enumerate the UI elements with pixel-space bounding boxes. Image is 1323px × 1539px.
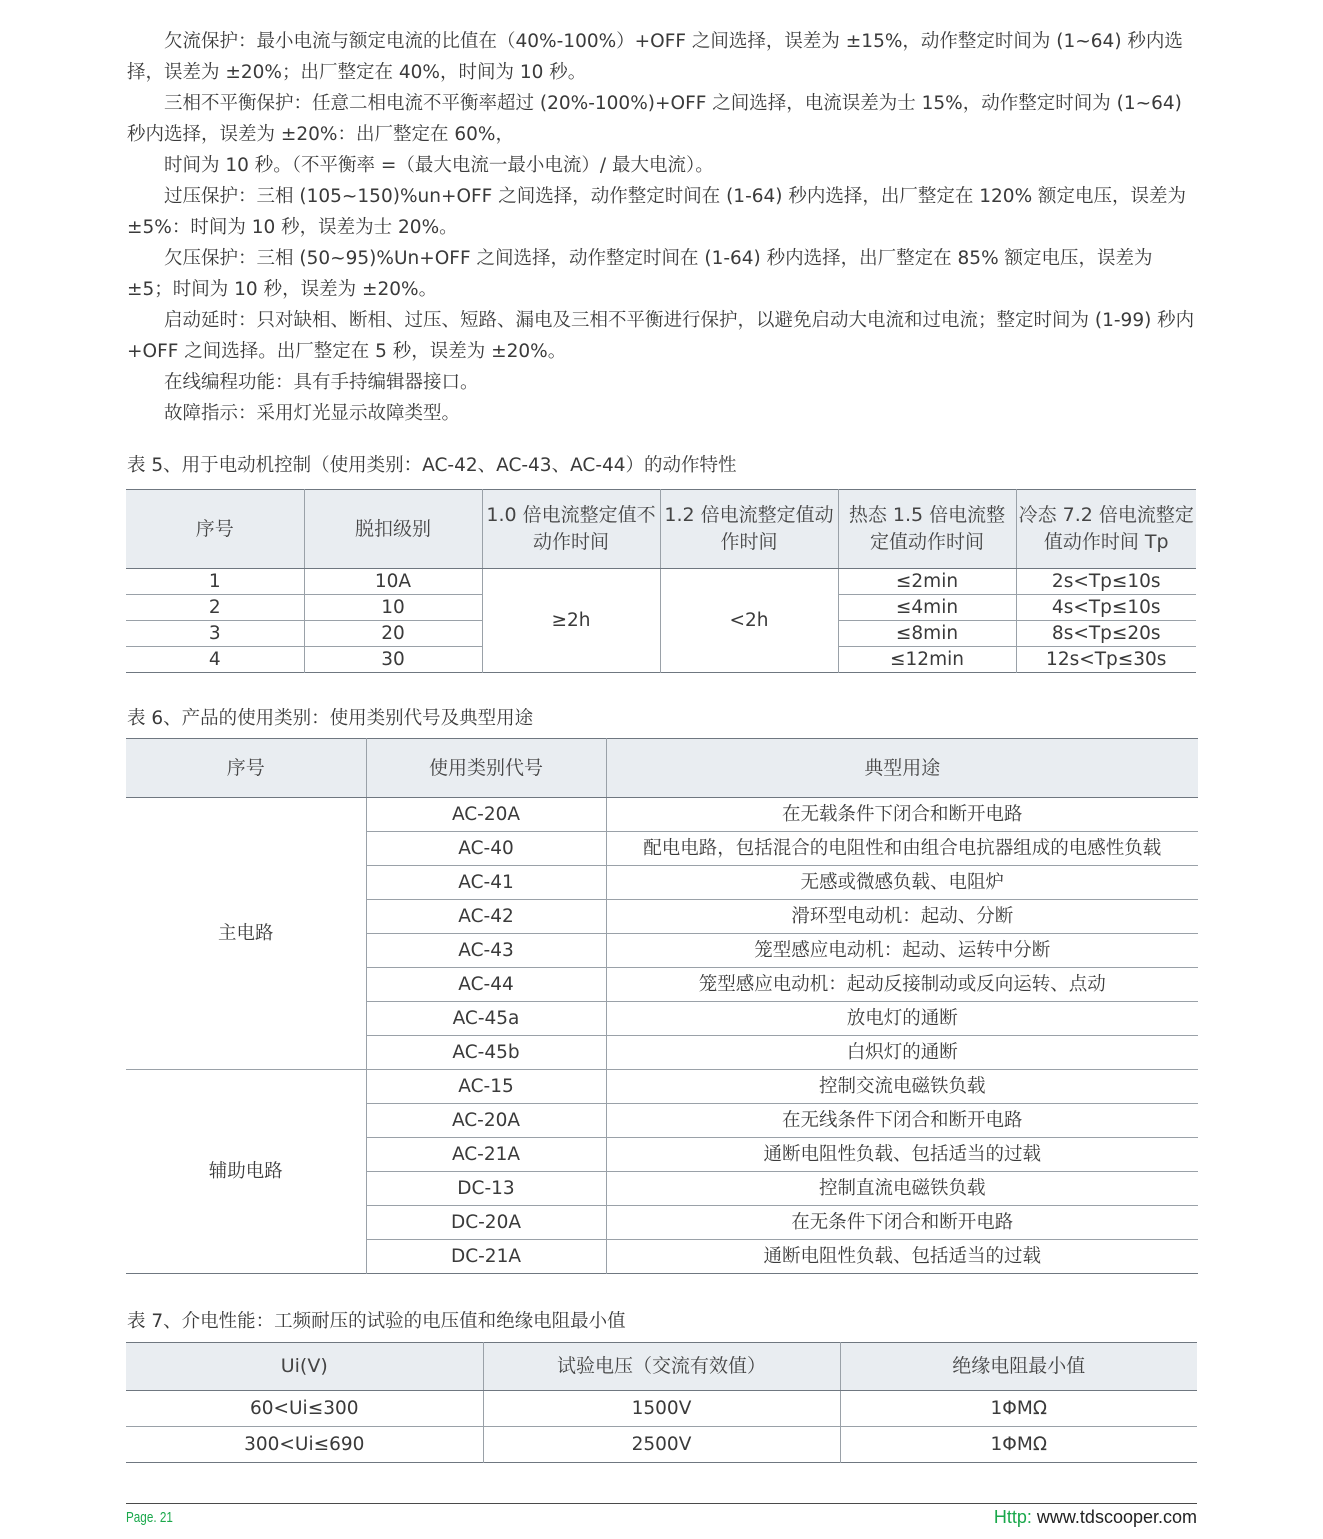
table5-cell-no: 1 xyxy=(126,569,304,595)
table7-cell-voltage: 1500V xyxy=(483,1391,840,1427)
website-link[interactable] xyxy=(994,1507,1197,1528)
table5-cell-no: 4 xyxy=(208,649,221,670)
paragraph-start-delay: 启动延时：只对缺相、断相、过压、短路、漏电及三相不平衡进行保护，以避免启动大电流和过电流；整定时间为 (1-99) 秒内 +OFF 之间选择。出厂整定在 5 秒，误差为 ±20%。 xyxy=(127,310,1195,362)
table6-header-code: 使用类别代号 xyxy=(366,739,606,798)
table6-cell-code: DC-13 xyxy=(366,1172,606,1206)
table6-cell-code: DC-20A xyxy=(366,1206,606,1240)
table7-caption: 表 7、介电性能：工频耐压的试验的电压值和绝缘电阻最小值 xyxy=(127,1311,626,1332)
page-number: Page. 21 xyxy=(126,1509,173,1526)
table6-cell-use: 在无条件下闭合和断开电路 xyxy=(606,1206,1198,1240)
body-text xyxy=(127,26,1197,429)
table5-header-no: 序号 xyxy=(126,490,304,569)
table6-group-aux-circuit: 辅助电路 xyxy=(208,1161,283,1182)
table7-cell-voltage: 2500V xyxy=(483,1427,840,1463)
table-row xyxy=(126,1391,1197,1427)
table6-cell-use: 白炽灯的通断 xyxy=(606,1036,1198,1070)
table6-cell-use: 在无载条件下闭合和断开电路 xyxy=(606,798,1198,832)
table5-cell-trip: <2h xyxy=(660,569,838,673)
paragraph-overvoltage: 过压保护：三相 (105~150)%un+OFF 之间选择，动作整定时间在 (1-64) 秒内选择，出厂整定在 120% 额定电压，误差为 ±5%：时间为 10 秒，误差为士 20%。 xyxy=(127,186,1187,238)
table6-cell-use: 滑环型电动机：起动、分断 xyxy=(606,900,1198,934)
paragraph-underflow: 欠流保护：最小电流与额定电流的比值在（40%-100%）+OFF 之间选择，误差为 ±15%，动作整定时间为 (1~64) 秒内选择，误差为 ±20%；出厂整定在 40%，时间为 10 秒。 xyxy=(127,31,1183,83)
table5-cell-hot: ≤2min xyxy=(838,569,1016,595)
table5-cell-no: 3 xyxy=(126,621,304,647)
paragraph-fault-indication: 故障指示：采用灯光显示故障类型。 xyxy=(164,403,461,424)
table6-header-use: 典型用途 xyxy=(606,739,1198,798)
table5-cell-hot: ≤4min xyxy=(838,595,1016,621)
table7-header-voltage: 试验电压（交流有效值） xyxy=(483,1343,840,1391)
footer-divider xyxy=(126,1503,1197,1504)
table5-cell-cold: 4s<Tp≤10s xyxy=(1016,595,1196,621)
table5-header-cold: 冷态 7.2 倍电流整定值动作时间 Tp xyxy=(1016,490,1196,569)
table6-cell-code: AC-42 xyxy=(366,900,606,934)
table6-cell-use: 在无线条件下闭合和断开电路 xyxy=(606,1104,1198,1138)
table7-header-ui: Ui(V) xyxy=(126,1343,483,1391)
table6-cell-use: 控制交流电磁铁负载 xyxy=(606,1070,1198,1104)
website-domain: www.tdscooper.com xyxy=(1031,1507,1197,1527)
table5-cell-hot: ≤8min xyxy=(838,621,1016,647)
table5-cell-hot: ≤12min xyxy=(838,647,1016,673)
website-protocol: Http: xyxy=(993,1507,1032,1527)
table6-cell-use: 放电灯的通断 xyxy=(606,1002,1198,1036)
table6 xyxy=(126,738,1198,1274)
table7-cell-resistance: 1ΦMΩ xyxy=(840,1427,1197,1463)
table5 xyxy=(126,489,1196,673)
table6-cell-code: AC-21A xyxy=(366,1138,606,1172)
table5-cell-level: 10A xyxy=(304,569,482,595)
table6-caption: 表 6、产品的使用类别：使用类别代号及典型用途 xyxy=(127,708,534,729)
paragraph-undervoltage: 欠压保护：三相 (50~95)%Un+OFF 之间选择，动作整定时间在 (1-64) 秒内选择，出厂整定在 85% 额定电压，误差为 ±5；时间为 10 秒，误差为 ±20%。 xyxy=(127,248,1153,300)
table5-cell-level: 20 xyxy=(304,621,482,647)
table6-cell-code: AC-20A xyxy=(366,1104,606,1138)
table6-cell-code: AC-45a xyxy=(366,1002,606,1036)
table6-cell-use: 配电电路，包括混合的电阻性和由组合电抗器组成的电感性负载 xyxy=(606,832,1198,866)
table5-header-hot: 热态 1.5 倍电流整定值动作时间 xyxy=(838,490,1016,569)
table5-cell-cold: 2s<Tp≤10s xyxy=(1016,569,1196,595)
paragraph-online-programming: 在线编程功能：具有手持编辑器接口。 xyxy=(164,372,479,393)
table5-cell-cold: 12s<Tp≤30s xyxy=(1016,647,1196,673)
table6-cell-code: AC-40 xyxy=(366,832,606,866)
table5-header-no-trip: 1.0 倍电流整定值不动作时间 xyxy=(482,490,660,569)
table6-cell-use: 通断电阻性负载、包括适当的过载 xyxy=(606,1138,1198,1172)
table6-cell-use: 笼型感应电动机：起动反接制动或反向运转、点动 xyxy=(606,968,1198,1002)
table6-cell-use: 通断电阻性负载、包括适当的过载 xyxy=(606,1240,1198,1274)
table5-cell-level: 30 xyxy=(304,647,482,673)
table5-cell-level: 10 xyxy=(304,595,482,621)
table6-cell-code: AC-41 xyxy=(366,866,606,900)
paragraph-imbalance: 三相不平衡保护：任意二相电流不平衡率超过 (20%-100%)+OFF 之间选择，电流误差为士 15%，动作整定时间为 (1~64) 秒内选择，误差为 ±20%：出厂整定在 60%， xyxy=(127,93,1182,145)
table6-header-no: 序号 xyxy=(126,739,366,798)
table5-header-trip: 1.2 倍电流整定值动作时间 xyxy=(660,490,838,569)
paragraph-imbalance-time: 时间为 10 秒。（不平衡率 =（最大电流一最小电流）/ 最大电流）。 xyxy=(164,155,714,176)
table7-cell-ui: 60<Ui≤300 xyxy=(126,1391,483,1427)
table-row xyxy=(126,569,1196,595)
table6-cell-use: 笼型感应电动机：起动、运转中分断 xyxy=(606,934,1198,968)
table6-group-main-circuit: 主电路 xyxy=(126,798,366,1070)
table5-header-level: 脱扣级别 xyxy=(304,490,482,569)
table6-cell-use: 无感或微感负载、电阻炉 xyxy=(606,866,1198,900)
table5-caption: 表 5、用于电动机控制（使用类别：AC-42、AC-43、AC-44）的动作特性 xyxy=(127,455,737,476)
table6-cell-code: AC-45b xyxy=(366,1036,606,1070)
table6-cell-code: DC-21A xyxy=(366,1240,606,1274)
table7-header-resistance: 绝缘电阻最小值 xyxy=(840,1343,1197,1391)
table6-cell-code: AC-44 xyxy=(366,968,606,1002)
table6-cell-code: AC-43 xyxy=(366,934,606,968)
table7 xyxy=(126,1342,1197,1463)
table5-cell-cold: 8s<Tp≤20s xyxy=(1016,621,1196,647)
table-row xyxy=(126,1070,1198,1104)
table5-cell-no-trip: ≥2h xyxy=(482,569,660,673)
table-row xyxy=(126,1427,1197,1463)
table6-cell-code: AC-15 xyxy=(366,1070,606,1104)
table6-cell-code: AC-20A xyxy=(366,798,606,832)
table5-cell-no: 2 xyxy=(126,595,304,621)
table7-cell-resistance: 1ΦMΩ xyxy=(840,1391,1197,1427)
table6-cell-use: 控制直流电磁铁负载 xyxy=(606,1172,1198,1206)
table-row xyxy=(126,798,1198,832)
table7-cell-ui: 300<Ui≤690 xyxy=(244,1434,365,1455)
